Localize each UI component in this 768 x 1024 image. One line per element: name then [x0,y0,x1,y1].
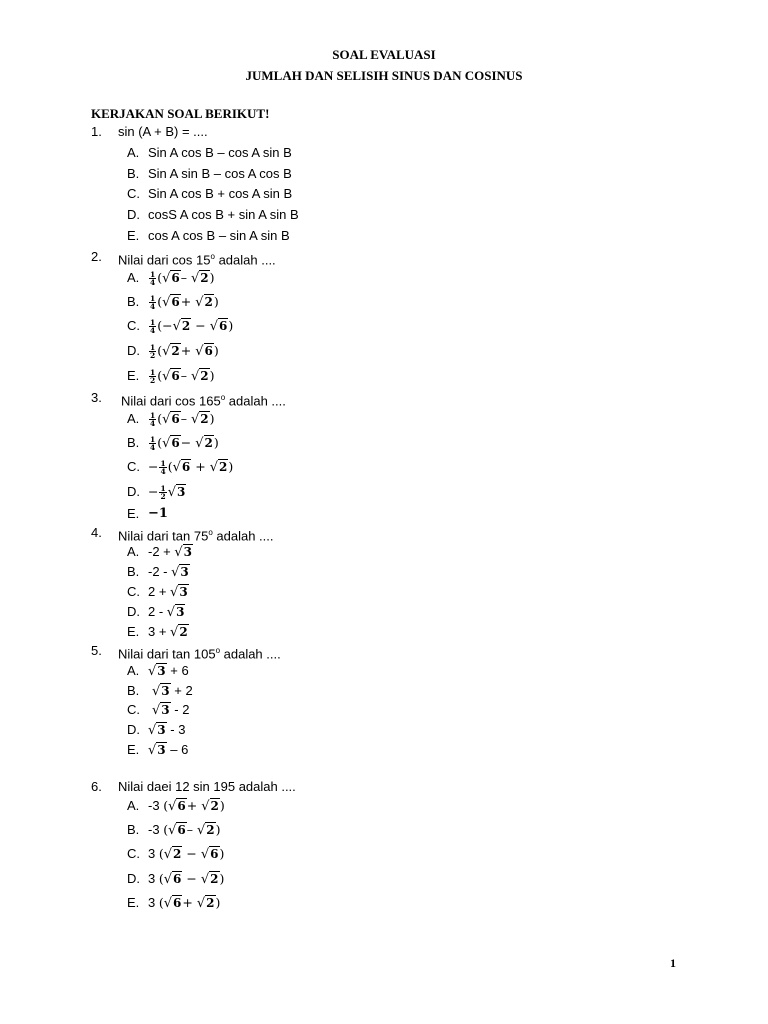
option-formula: $\frac{1}{4}$ (√6– √2) [150,270,215,287]
page-number: 1 [670,956,676,970]
option-text: cosS A cos B + sin A sin B [148,207,299,222]
question-text: Nilai daei 12 sin 195 adalah .... [118,779,296,794]
option-formula: 2 - √3 [148,604,185,620]
option-formula: 2 + √3 [148,584,188,600]
option-formula: √3 - 3 [148,722,186,738]
option-formula: $\frac{1}{4}$ (−√2 − √6) [150,318,234,335]
option-text: Sin A cos B + cos A sin B [148,186,293,201]
option-formula: $\frac{1}{2}$ (√6– √2) [150,368,215,385]
question-number: 6. [91,779,102,794]
option-label: B. [127,166,140,181]
option-formula: √3 + 2 [152,683,193,699]
option-formula: −1 [148,506,168,521]
option-formula: 3 (√6 − √2) [148,871,225,887]
option-formula: -3 (√6+ √2) [148,798,225,814]
question-number: 3. [91,390,102,405]
option-formula: − $\frac{1}{4}$ (√6 + √2) [148,459,234,476]
doc-title: SOAL EVALUASI [332,47,436,62]
question-text: Nilai dari cos 165$^o$ adalah .... [121,393,286,409]
option-label: A. [127,145,140,160]
option-text: Sin A sin B – cos A cos B [148,166,292,181]
doc-subtitle: JUMLAH DAN SELISIH SINUS DAN COSINUS [245,68,523,83]
option-formula: -3 (√6– √2) [148,822,221,838]
instruction: KERJAKAN SOAL BERIKUT! [91,106,270,121]
option-formula: -2 + √3 [148,544,193,560]
option-formula: 3 + √2 [148,624,188,640]
option-formula: √3 - 2 [152,702,190,718]
question-number: 1. [91,124,102,139]
option-formula: $\frac{1}{2}$ (√2+ √6) [150,343,219,360]
option-label: D. [127,207,140,222]
option-formula: 3 (√6+ √2) [148,895,221,911]
question-text: sin (A + B) = .... [118,124,208,139]
option-formula: -2 - √3 [148,564,189,580]
option-formula: − $\frac{1}{2}$ √3 [148,484,186,501]
option-formula: $\frac{1}{4}$ (√6+ √2) [150,294,219,311]
question-text: Nilai dari cos 15$^o$ adalah .... [118,252,276,268]
option-formula: $\frac{1}{4}$ (√6− √2) [150,435,219,452]
option-formula: 3 (√2 − √6) [148,846,225,862]
question-text: Nilai dari tan 75$^o$ adalah .... [118,528,274,544]
option-formula: √3 + 6 [148,663,189,679]
question-text: Nilai dari tan 105$^o$ adalah .... [118,646,281,662]
question-number: 4. [91,525,102,540]
option-label: C. [127,186,140,201]
question-number: 2. [91,249,102,264]
question-number: 5. [91,643,102,658]
option-formula: √3 – 6 [148,742,189,758]
option-label: E. [127,228,140,243]
option-text: Sin A cos B – cos A sin B [148,145,292,160]
option-formula: $\frac{1}{4}$ (√6– √2) [150,411,215,428]
option-text: cos A cos B – sin A sin B [148,228,290,243]
